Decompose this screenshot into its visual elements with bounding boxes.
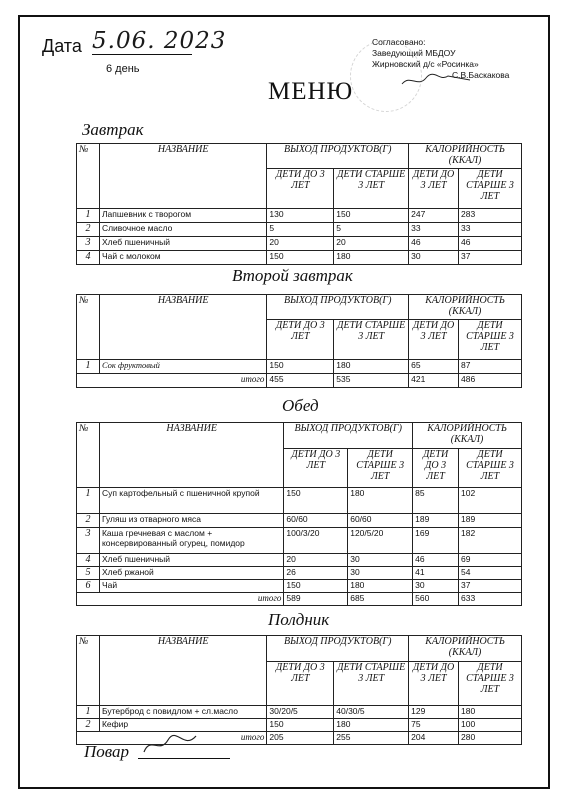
table-row: 3 Хлеб пшеничный 20 20 46 46 [77, 237, 522, 251]
menu-table-breakfast [76, 143, 522, 265]
col-older: ДЕТИ СТАРШЕ 3 ЛЕТ [334, 320, 409, 360]
col-name: НАЗВАНИЕ [99, 295, 266, 360]
approval-line: Согласовано: [372, 37, 426, 47]
table-row: 1 Бутерброд с повидлом + сл.масло 30/20/5 40/30/5 129 180 [77, 706, 522, 719]
col-young-cal: ДЕТИ ДО 3 ЛЕТ [409, 169, 459, 209]
col-name: НАЗВАНИЕ [99, 144, 266, 209]
table-row: 2 Сливочное масло 5 5 33 33 [77, 223, 522, 237]
col-output: ВЫХОД ПРОДУКТОВ(Г) [284, 423, 413, 449]
total-row: итого 205 255 204 280 [77, 732, 522, 745]
col-name: НАЗВАНИЕ [99, 636, 266, 706]
col-young: ДЕТИ ДО 3 ЛЕТ [267, 169, 334, 209]
day-number: 6 день [106, 63, 140, 75]
col-young: ДЕТИ ДО 3 ЛЕТ [284, 449, 348, 488]
col-young-cal: ДЕТИ ДО 3 ЛЕТ [409, 662, 459, 706]
approval-line: Жирновский д/с «Росинка» [372, 59, 479, 69]
col-output: ВЫХОД ПРОДУКТОВ(Г) [267, 295, 409, 320]
total-row: итого 589 685 560 633 [77, 593, 522, 606]
col-young: ДЕТИ ДО 3 ЛЕТ [267, 320, 334, 360]
col-calories: КАЛОРИЙНОСТЬ (ККАЛ) [409, 636, 522, 662]
cook-signature-line [138, 758, 230, 759]
table-row: 2 Гуляш из отварного мяса 60/60 60/60 189 189 [77, 514, 522, 528]
col-output: ВЫХОД ПРОДУКТОВ(Г) [267, 144, 409, 169]
total-row: итого 455 535 421 486 [77, 374, 522, 388]
col-calories: КАЛОРИЙНОСТЬ (ККАЛ) [413, 423, 522, 449]
section-title-lunch: Обед [282, 396, 319, 415]
col-output: ВЫХОД ПРОДУКТОВ(Г) [267, 636, 409, 662]
table-row: 1 Сок фруктовый 150 180 65 87 [77, 360, 522, 374]
col-num: № [77, 144, 100, 209]
table-row: 5 Хлеб ржаной 26 30 41 54 [77, 567, 522, 580]
cook-signature [140, 730, 200, 758]
table-row: 1 Суп картофельный с пшеничной крупой 150 180 85 102 [77, 488, 522, 514]
date-label: Дата [42, 36, 82, 56]
col-older-cal: ДЕТИ СТАРШЕ 3 ЛЕТ [459, 169, 522, 209]
cook-label: Повар [84, 742, 130, 761]
table-row: 2 Кефир 150 180 75 100 [77, 719, 522, 732]
table-row: 1 Лапшевник с творогом 130 150 247 283 [77, 209, 522, 223]
col-calories: КАЛОРИЙНОСТЬ (ККАЛ) [409, 144, 522, 169]
date-underline [92, 54, 192, 55]
menu-table-snack [76, 635, 522, 745]
col-older: ДЕТИ СТАРШЕ 3 ЛЕТ [348, 449, 413, 488]
section-title-second-breakfast: Второй завтрак [232, 266, 353, 285]
col-young: ДЕТИ ДО 3 ЛЕТ [267, 662, 334, 706]
table-row: 3 Каша гречневая с маслом + консервированный огурец, помидор 100/3/20 120/5/20 169 182 [77, 528, 522, 554]
signature-mark [400, 70, 480, 90]
col-young-cal: ДЕТИ ДО 3 ЛЕТ [409, 320, 459, 360]
table-row: 4 Чай с молоком 150 180 30 37 [77, 251, 522, 265]
date-value: 5.06. 2023 [92, 28, 227, 54]
section-title-breakfast: Завтрак [82, 120, 144, 139]
approval-line: Заведующий МБДОУ [372, 48, 456, 58]
col-older: ДЕТИ СТАРШЕ 3 ЛЕТ [334, 662, 409, 706]
col-young-cal: ДЕТИ ДО 3 ЛЕТ [413, 449, 459, 488]
menu-table-lunch [76, 422, 522, 606]
col-name: НАЗВАНИЕ [99, 423, 283, 488]
col-older-cal: ДЕТИ СТАРШЕ 3 ЛЕТ [459, 662, 522, 706]
table-row: 6 Чай 150 180 30 37 [77, 580, 522, 593]
col-older-cal: ДЕТИ СТАРШЕ 3 ЛЕТ [459, 320, 522, 360]
col-num: № [77, 295, 100, 360]
section-title-snack: Полдник [268, 610, 330, 629]
col-older-cal: ДЕТИ СТАРШЕ 3 ЛЕТ [459, 449, 522, 488]
col-older: ДЕТИ СТАРШЕ 3 ЛЕТ [334, 169, 409, 209]
menu-table-second-breakfast [76, 294, 522, 388]
col-num: № [77, 423, 100, 488]
col-calories: КАЛОРИЙНОСТЬ (ККАЛ) [409, 295, 522, 320]
table-row: 4 Хлеб пшеничный 20 30 46 69 [77, 554, 522, 567]
approval-line: С.В.Баскакова [452, 70, 510, 80]
col-num: № [77, 636, 100, 706]
menu-title: МЕНЮ [268, 78, 354, 105]
